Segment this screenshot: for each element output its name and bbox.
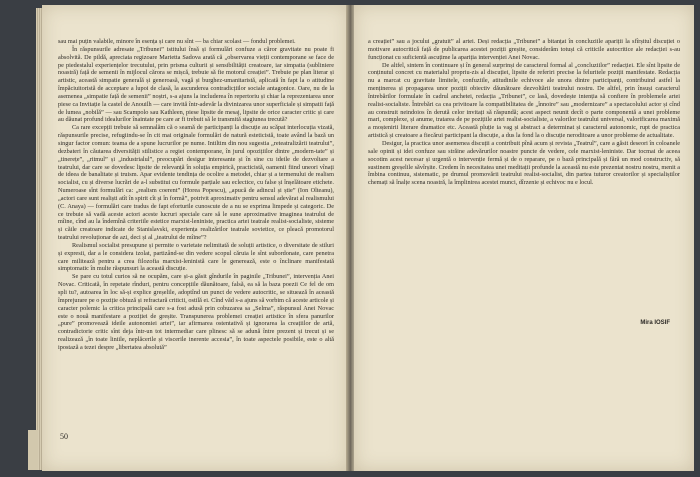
left-page xyxy=(42,5,348,471)
page-number: 50 xyxy=(60,432,68,441)
paragraph: Desigur, la practica unor asemenea discuții a contribuit pînă acum și revista „Teatrul”, care a găsit deseori în coloanele sale opinii și idei confuze sau străine adevărurilor noastre puncte de vedere, cele marxist-leniniste. Dar tocmai de aceea socotim acest necesar și urgentă o intervenție fermă și de o reparare, pe o bază principală și fără un mod constructiv, să sustinem greșelile săvîrșite. Credem în necesitatea unei meditații profunde la această nu este prezentat nostru nostru, menit a îmbina continuu, sistematic, pe drumul promovării teatrului realist-socialist, din partea tuturor creatorilor și specialiștilor chemați să înalțe scena noastră, la împlinirea acestei munci, dîrzenie și echivoc nu e locul. xyxy=(368,139,680,187)
paragraph: a creației” sau a jocului „gratuit” al artei. Deși redacția „Tribunei” a bitanțat în concluziile apariții la sfîrșitul discuției o motivare autocritică față de publicarea acestei poziții greșite, considerăm totuși că criticile autocritice ale redacției s-au funcționat cu suficientă ascuțime la apariția intervenției Anei Novac. xyxy=(368,38,680,61)
page-edges-bottom xyxy=(28,430,38,470)
paragraph: sau mai puțin valabile, minore în esența și care nu sînt — ba chiar scolast — fondul problemei. xyxy=(58,38,296,45)
paragraph: În răspunsurile adresate „Tribunei” istitului însă și formulări confuze a căror gravitate nu poate fi absolvită. De pildă, apreciata regizoare Marietta Sadova arată că „observarea vieții contemporane se face de pe piedestalul experiențelor trecutului, prin prisma culturii și sensibilității creatoare, iar simpatia (subliniere noastră) față de semenii în mijlocul cărora se mișcă, trebuie să fie motorul creației”. Trebuie pe plan literar și artistic, această simpatie generală și generoasă, vagă și burghez-umanitaristă, aplicată în fapt la o atitudine împăciuitoristă de acceptare a lupoi de clasă, la ascunderea contradicțiilor sociale antagonice. Oare, nu de la asemenea „simpatie față de semenii” noștri, s-a ajuns la includerea în repertoriu și chiar la reprezentarea unor piese ca Invitație la castel de Anouilh — care invită într-adevăr la divinizarea unor superficiale și simpatii față de lumea „nobilă” — sau Scampolo sau Kathleen, piese lipsite de mesaj, lipsite de orice caracter critic și care au dăunat profund idealurilor înaintate pe care ar fi trebuit să le transmită stagiunea trecută? xyxy=(58,45,334,124)
paragraph: Ca rare excepții trebuie să semnalăm că o seamă de participanți la discuție au scăpat interlocuția vizată, răspunsurile precise, refugiindu-se în cit mai originale formulări de natură esteticistă, toate având la bază un singur factor comun: teama de a spune lucrurilor pe nume. Intiltim din nou sugestia „reteatralizării teatrului”, dezbateri în căutarea diversității stilistice a regiei contemporane, în jurul opozițiilor dintre „modern-tate” și „tinerețe”, „ritmul” și „industrialul”, preocupări desigur interesante și în sine cu ideile de dezvoltare a teatrului, dar care se dovedesc lipsite de relevanță în soluția empirică, practicistă, oamenii fiind uneori vînați de ideea de banalitate și truism. Apar evidente tendința de ocolire a metodei, chiar și a termenului de realism socialist, cu și diverse lucrări de a-l substitui cu formule parțiale sau eclectice, cu false și înșelătoare etichete. Numeroase sînt formulări ca: „realism coerent” (Horea Popescu), „apucă de adincul și știe” (Ion Olteanu), „actori care sunt realiști atît în spirit cît și în formă”, potrivit aproximativ pentru sensul adevărat al realismului (C. Anaya) — formulări care tradus de fapt eforturile cunoscute de a nu se exprima limpede și categoric. De ce trebuie să vadă aceste actori aceste lucruri speciale care să le sune aproximative imaginea teatrului de mîine, cînd au la îndemînă criteriile estetice marxist-leniniste, practica artei teatrale realist-socialiste, sisteme și căile creatoare indicate de Stanislavski, experiența realizărilor teatrale sovietice, ce pleacă promotorul teatrului revoluționar de azi, deci și al „teatrului de mîine”? xyxy=(58,124,334,242)
paragraph: De altfel, sintem în continuare și în general surprinși de caracterul formal al „concluziilor” redacției. Ele sînt lipsite de conținutul concret cu materialul propriu-zis al discuției, lipsite de referiri precise la feluritele poziții manifestate. Redacția nu a marcat cu gravitate limitele, confuziile, atitudinile echivoce ale unora dintre participanți, contribuind astfel la menținerea și propagarea unor poziții obiectiv dăunătoare dezvoltării teatrului nostru. De altfel, prin însuși caracterul întrebărilor formulate în cadrul anchetei, redacția „Tribunei”, ce lasă, dovedește intenția să confiere în problemele artei realist-socialiste. Întrebări ca cea privitoare la compatibilitatea de „înnoire” sau „modernizare” a spectacolului actor și cînd au construit neindoios în derută celor invitați să răspundă; acest aspect neunit decît o parte componentă a unei probleme mari, complexe, și anume, tratarea de pe pozițiile artei realist-socialiste, a valorilor teatrului universal, valorificarea maximă a moștenirii literare dramatice etc. Această pluție ia vag și abstract a determinat și caracterul autonomic, rupt de practica artistică și creatoare a fiecărui participant la discuție, a dus la fond la o discuție neroditoare a unor probleme de actualitate. xyxy=(368,61,680,140)
right-page-text xyxy=(368,38,680,187)
author-signature: Mira IOSIF xyxy=(640,320,670,326)
paragraph: Realismul socialist presupune și permite o varietate nelimitată de soluții artistice, o diversitate de stiluri și expresii, dar a le considera izolat, partizând-se din vedere scopul căruia le sînt subordonate, care penetra care militează pentru a crea filozofia marxist-leninistă care le generează, este o înclinare manifestată simptomatic în multe răspunsuri la această discuție. xyxy=(58,241,334,273)
left-page-text xyxy=(58,38,334,352)
right-page xyxy=(354,5,694,471)
paragraph: Se pare cu totul curios să ne ocupăm, care și-a găsit gîndurile în paginile „Tribunei”, intervenția Anei Novac. Criticată, în repetate rînduri, pentru concepțiile dăunătoare, falsă, ea să la baza poezii Ce fel de om spli tu?, autoarea în loc să-și explice greșelile, adoptînd un punct de vedere autocritic, se situează în această împrejurare pe o poziție obtuză și refractară criticii, ostilă ei. Cînd văd s-a ajuns să vorbim că aceste articole și caracter polemic la critica principală care s-a fost adusă prin cobuzarea sa „Selma”, răspunsul Anei Novac este o nouă manifestare a poziției de greșite. Transpunerea problemei creației artistice în sfera panurilor „pure” promovează ideile autonomiei artei”, iar afirmarea ostentativă și ignorarea la creațiilor de artă, contradictorie critic sînt deja într-un tot intermediar care plinesc să se adună între prezent și trecut și se realizează „în toate liniile, neplăcerile și viscerile inerente accesia”, în toate aspectele posibile, este o altă ipostază a tezei despre „libertatea absolută” xyxy=(58,273,334,351)
